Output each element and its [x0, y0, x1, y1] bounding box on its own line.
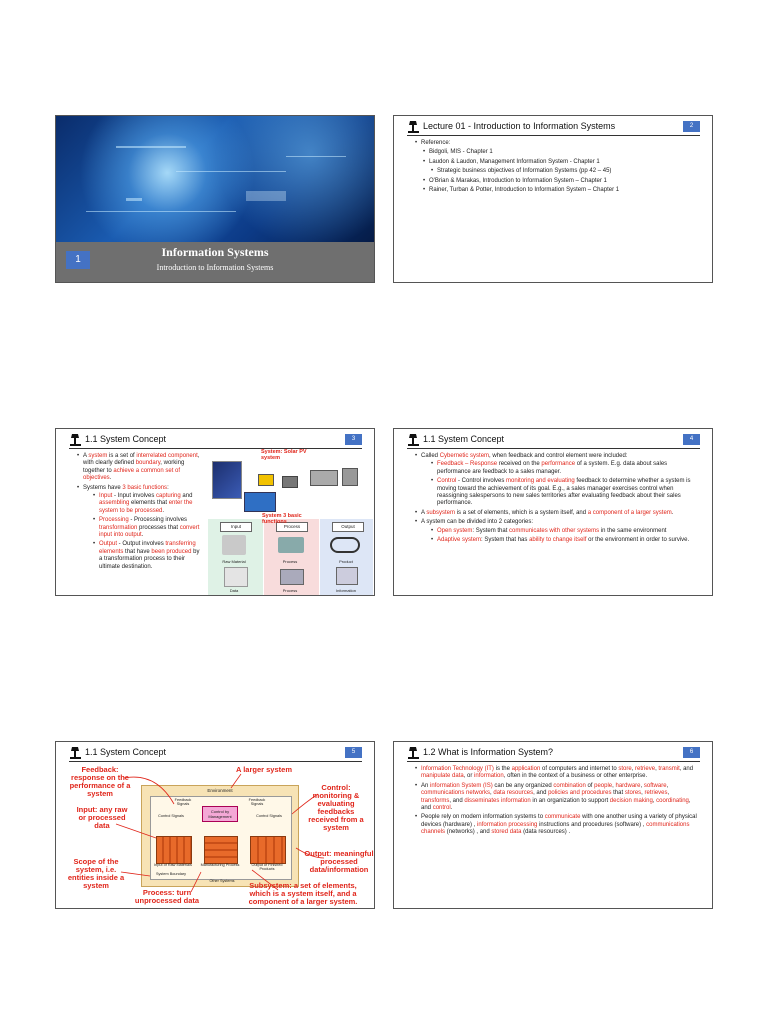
slide-title: 1.2 What is Information System? — [423, 747, 554, 757]
list-item: • A system can be divided into 2 categories: • Open system: System that communicates with other systems in the same environment • Adaptive system: System that has ability to change itself or the environment in order to survive. — [415, 519, 700, 544]
control-by-management-box: Control by Management — [202, 806, 238, 822]
data-icon — [224, 567, 248, 587]
slide-subtitle: Introduction to Information Systems — [156, 263, 274, 272]
slide-body — [409, 453, 700, 546]
slide-title: 1.1 System Concept — [85, 434, 167, 444]
slide-header — [56, 429, 374, 449]
list-item: • Systems have 3 basic functions: • Input - Input involves capturing and assembling elements that enter the system to be processed. • Processing - Processing involves transformation processes that convert input into output. • Output - Output involves transferring elements that have been produced by a transformation process to their ultimate destination. — [77, 485, 204, 571]
slide-number: 1 — [66, 251, 90, 269]
three-functions-diagram: Input Process Output Raw Material Process Product Data Process Information — [208, 519, 373, 595]
slide-6 — [393, 741, 713, 909]
solar-panel-icon — [212, 461, 242, 499]
slide-4 — [393, 428, 713, 596]
battery-icon — [244, 492, 276, 512]
list-item: • Called Cybernetic system, when feedback and control element were included: • Feedback – Response received on the performance of a system. E.g. data about sales performance are feedback to a sales manager. • Control - Control involves monitoring and evaluating feedback to determine whether a system is moving toward the achievement of its goal. E.g., a sales manager exercises control when reassigning salespersons to new sales territories after evaluating feedback about their sales performance. — [415, 453, 700, 508]
slide-5 — [55, 741, 375, 909]
label-subsystem: Subsystem: a set of elements, which is a system itself, and a component of a larger system. — [248, 881, 358, 906]
solar-pv-illustration — [212, 456, 372, 518]
label-solar-pv: System: Solar PV system — [261, 449, 307, 461]
list-item: • O'Brian & Marakas, Introduction to Information System – Chapter 1 — [423, 178, 700, 185]
page-number: 5 — [345, 747, 362, 758]
page-number: 2 — [683, 121, 700, 132]
appliances-icon — [310, 470, 338, 486]
list-item-adaptive-system: • Adaptive system: System that has ability to change itself or the environment in order to survive. — [431, 537, 700, 544]
slide-title: 1.1 System Concept — [423, 434, 505, 444]
title-box — [56, 242, 374, 282]
load-icon — [342, 468, 358, 486]
lamp-icon — [407, 434, 420, 446]
lamp-icon — [407, 121, 420, 133]
lamp-icon — [407, 747, 420, 759]
computer-icon — [280, 569, 304, 585]
bicycle-icon — [330, 537, 360, 553]
header-divider — [407, 448, 700, 449]
lamp-icon — [69, 434, 82, 446]
label-output: Output: meaningful processed data/information — [304, 849, 374, 874]
label-scope: Scope of the system, i.e. entities inside a system — [67, 857, 125, 890]
list-item: • Information Technology (IT) is the application of computers and internet to store, retrieve, transmit, and manipulate data, or information, often in the context of a business or other enterprise. — [415, 766, 700, 781]
slide-header — [394, 116, 712, 136]
slide-2 — [393, 115, 713, 283]
machine-icon — [278, 537, 304, 553]
slide-header — [394, 742, 712, 762]
monitor-icon — [336, 567, 358, 585]
slide-header — [394, 429, 712, 449]
inverter-icon — [282, 476, 298, 488]
label-three-functions: System 3 basic functions — [262, 513, 302, 525]
page-number: 4 — [683, 434, 700, 445]
list-item: • Bidgoli, MIS - Chapter 1 — [423, 149, 700, 156]
slide-title: Information Systems — [161, 245, 269, 259]
slide-3 — [55, 428, 375, 596]
list-item: • Reference: — [415, 140, 700, 147]
list-item: • Strategic business objectives of Information Systems (pp 42 – 45) — [431, 168, 700, 175]
page-number: 6 — [683, 747, 700, 758]
slide-title: 1.1 System Concept — [85, 747, 167, 757]
list-item-processing: • Processing - Processing involves transformation processes that convert input into output. — [93, 517, 204, 539]
list-item: • An information System (IS) can be any organized combination of people, hardware, software, communications networks, data resources, and policies and procedures that stores, retrieves, transforms, and disseminates information in an organization to support decision making, coordinating, and control. — [415, 783, 700, 813]
list-item: • People rely on modern information systems to communicate with one another using a variety of physical devices (hardware) , information processing instructions and procedures (software) , communications channels (networks) , and stored data (data resources) . — [415, 814, 700, 836]
header-divider — [407, 761, 700, 762]
slide-body — [409, 140, 700, 196]
slide-1 — [55, 115, 375, 283]
system-diagram: Environment Feedback Signals Feedback Signals Control Signals Control Signals Control by Management Input of Raw Materials Manufacturing Process Output of Finished Products System Boundary Other Systems — [141, 785, 299, 887]
raw-material-icon — [222, 535, 246, 555]
list-item: • A subsystem is a set of elements, which is a system itself, and a component of a larger system. — [415, 510, 700, 517]
label-control: Control: monitoring & evaluating feedbacks received from a system — [308, 783, 364, 832]
list-item-input: • Input - Input involves capturing and assembling elements that enter the system to be processed. — [93, 493, 204, 515]
process-box: Process — [276, 522, 308, 532]
label-feedback: Feedback: response on the performance of a system — [69, 765, 131, 798]
list-item-feedback: • Feedback – Response received on the performance of a system. E.g. data about sales performance are feedback to a sales manager. — [431, 461, 700, 476]
label-process: Process: turn unprocessed data — [134, 888, 200, 905]
list-item: • Rainer, Turban & Potter, Introduction to Information System – Chapter 1 — [423, 187, 700, 194]
charge-controller-icon — [258, 474, 274, 486]
slide-title: Lecture 01 - Introduction to Information Systems — [423, 121, 616, 131]
list-item-control: • Control - Control involves monitoring and evaluating feedback to determine whether a system is moving toward the achievement of its goal. E.g., a sales manager exercises control when reassigning salespersons to new sales territories after evaluating feedback about their sales performance. — [431, 478, 700, 508]
label-input: Input: any raw or processed data — [76, 805, 128, 830]
header-divider — [407, 135, 700, 136]
label-larger-system: A larger system — [235, 765, 292, 774]
list-item: • A system is a set of interrelated component, with clearly defined boundary, working together to achieve a common set of objectives. — [77, 453, 204, 483]
list-item-open-system: • Open system: System that communicates with other systems in the same environment — [431, 528, 700, 535]
title-background-image — [56, 116, 374, 242]
list-item-output: • Output - Output involves transferring elements that have been produced by a transformation process to their ultimate destination. — [93, 541, 204, 571]
list-item: • Laudon & Laudon, Management Information System - Chapter 1 — [423, 159, 700, 166]
slide-body — [409, 766, 700, 839]
input-box: Input — [220, 522, 252, 532]
slide-body — [71, 453, 204, 573]
page-number: 3 — [345, 434, 362, 445]
output-box: Output — [332, 522, 364, 532]
